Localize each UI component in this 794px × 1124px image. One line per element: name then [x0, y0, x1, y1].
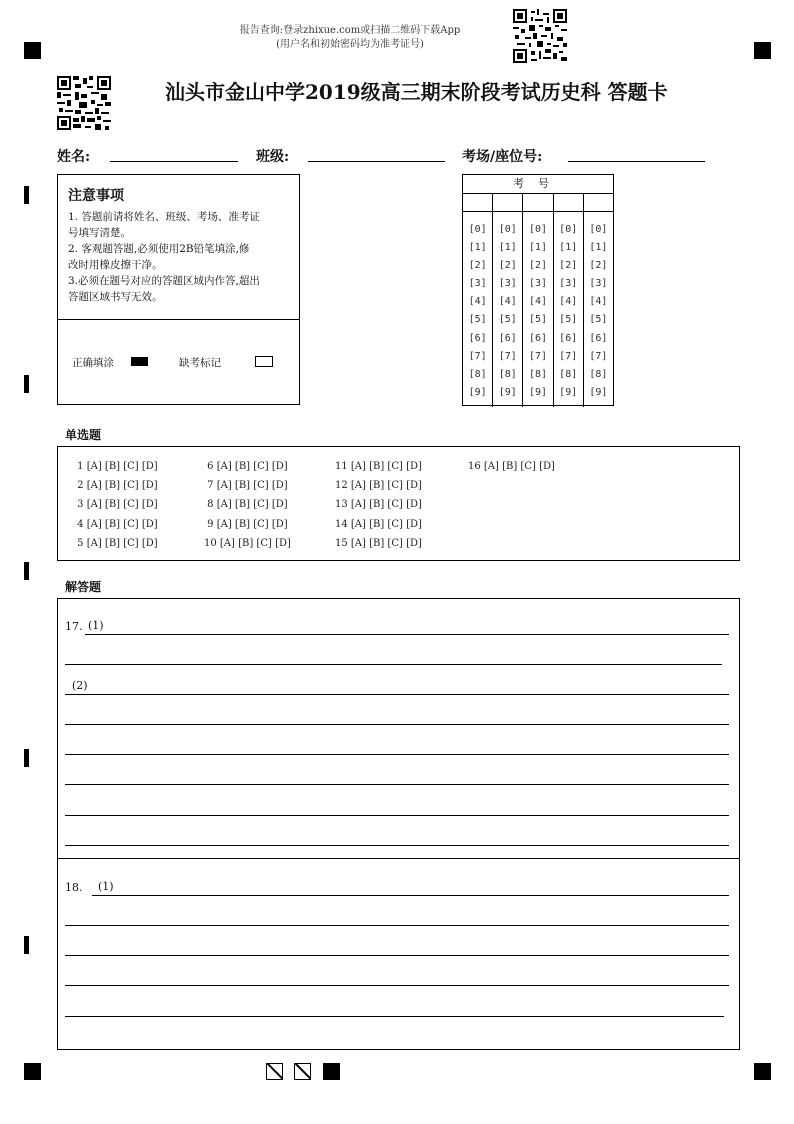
name-label: 姓名: — [57, 149, 91, 165]
choice-group-6-10[interactable]: 6 [A] [B] [C] [D] 7 [A] [B] [C] [D] 8 [A] [B] [C] [D] 9 [A] [B] [C] [D] 10 [A] [B] [C] [D] — [204, 461, 291, 549]
exam-digit-column[interactable] — [554, 193, 584, 407]
report-query-note — [200, 24, 500, 52]
answers-label: 解答题 — [65, 580, 102, 594]
exam-digit-option[interactable]: [4] — [468, 296, 487, 308]
exam-digit-column[interactable] — [463, 193, 493, 407]
answer-line[interactable] — [65, 784, 729, 785]
exam-digit-option[interactable]: [6] — [468, 332, 487, 344]
timing-mark — [24, 186, 29, 204]
exam-digit-option[interactable]: [6] — [589, 332, 608, 344]
seat-field[interactable] — [568, 161, 705, 162]
exam-digit-option[interactable]: [5] — [528, 314, 548, 326]
exam-digit-option[interactable]: [3] — [468, 278, 487, 290]
notice-box — [57, 174, 300, 405]
notice-line: 1. 答题前请将姓名、班级、考场、准考证 — [68, 211, 260, 223]
exam-digit-option[interactable]: [7] — [589, 350, 608, 362]
notice-title: 注意事项 — [68, 188, 124, 204]
single-choice-box — [57, 446, 740, 561]
answer-line[interactable] — [85, 634, 729, 635]
registration-mark-top-right — [754, 42, 771, 59]
notice-text — [68, 209, 293, 305]
notice-line: 答题区域书写无效。 — [68, 291, 163, 303]
exam-digit-option[interactable]: [2] — [528, 260, 548, 272]
single-choice-label: 单选题 — [65, 428, 102, 442]
name-field[interactable] — [110, 161, 238, 162]
exam-digit-option[interactable]: [2] — [559, 260, 578, 272]
registration-mark-bottom-left — [24, 1063, 41, 1080]
exam-digit-option[interactable]: [6] — [528, 332, 548, 344]
exam-digit-option[interactable]: [7] — [528, 350, 548, 362]
exam-digit-option[interactable]: [7] — [498, 350, 517, 362]
class-field[interactable] — [308, 161, 445, 162]
exam-digit-option[interactable]: [8] — [528, 368, 548, 380]
exam-digit-option[interactable]: [9] — [468, 386, 487, 398]
question-17-box — [57, 598, 740, 859]
answer-line[interactable] — [65, 925, 729, 926]
exam-digit-option[interactable]: [5] — [589, 314, 608, 326]
question-18-part-1: (1) — [98, 880, 114, 893]
answer-line[interactable] — [65, 724, 729, 725]
exam-digit-option[interactable]: [8] — [559, 368, 578, 380]
exam-digit-option[interactable]: [0] — [589, 224, 608, 235]
choice-group-11-15[interactable]: 11 [A] [B] [C] [D] 12 [A] [B] [C] [D] 13 [A] [B] [C] [D] 14 [A] [B] [C] [D] 15 [A] [B] [C] [D] — [335, 461, 422, 549]
answer-line[interactable] — [65, 1016, 724, 1017]
exam-digit-option[interactable]: [3] — [589, 278, 608, 290]
timing-mark — [24, 749, 29, 767]
exam-digit-options — [554, 221, 583, 402]
correct-fill-label: 正确填涂 — [72, 357, 114, 369]
exam-number-grid — [462, 174, 614, 406]
exam-digit-option[interactable]: [2] — [468, 260, 487, 272]
exam-digit-option[interactable]: [0] — [498, 224, 517, 235]
exam-digit-column[interactable] — [584, 193, 613, 407]
exam-digit-option[interactable]: [0] — [468, 224, 487, 235]
exam-digit-column[interactable] — [523, 193, 553, 407]
report-query-line1: 报告查询:登录zhixue.com或扫描二维码下载App — [239, 25, 461, 36]
choice-group-1-5[interactable]: 1 [A] [B] [C] [D] 2 [A] [B] [C] [D] 3 [A] [B] [C] [D] 4 [A] [B] [C] [D] 5 [A] [B] [C] [D] — [77, 461, 158, 549]
timing-mark — [24, 375, 29, 393]
exam-digit-option[interactable]: [4] — [559, 296, 578, 308]
question-18-number: 18. — [65, 881, 83, 894]
answer-line[interactable] — [65, 985, 729, 986]
footer-solid-mark — [323, 1063, 340, 1080]
footer-hatched-mark-1 — [266, 1063, 283, 1080]
exam-digit-option[interactable]: [2] — [589, 260, 608, 272]
exam-digit-option[interactable]: [4] — [589, 296, 608, 308]
exam-digit-option[interactable]: [8] — [498, 368, 517, 380]
exam-digit-option[interactable]: [1] — [498, 242, 517, 254]
exam-digit-option[interactable]: [9] — [559, 386, 578, 398]
exam-digit-option[interactable]: [0] — [528, 224, 548, 235]
question-17-part-1: (1) — [88, 619, 104, 632]
exam-digit-option[interactable]: [6] — [498, 332, 517, 344]
exam-digit-option[interactable]: [1] — [589, 242, 608, 254]
registration-mark-top-left — [24, 42, 41, 59]
question-17-number: 17. — [65, 620, 83, 633]
exam-digit-option[interactable]: [9] — [528, 386, 548, 398]
exam-digit-option[interactable]: [1] — [528, 242, 548, 254]
footer-hatched-mark-2 — [294, 1063, 311, 1080]
notice-line: 2. 客观题答题,必须使用2B铅笔填涂,修 — [68, 243, 250, 255]
exam-digit-options — [463, 221, 492, 402]
exam-digit-option[interactable]: [7] — [559, 350, 578, 362]
exam-digit-options — [493, 221, 522, 402]
exam-digit-option[interactable]: [3] — [528, 278, 548, 290]
exam-digit-option[interactable]: [6] — [559, 332, 578, 344]
timing-mark — [24, 936, 29, 954]
absent-mark-label: 缺考标记 — [179, 357, 221, 369]
choice-group-16[interactable]: 16 [A] [B] [C] [D] — [468, 461, 555, 472]
exam-digit-option[interactable]: [3] — [559, 278, 578, 290]
qr-code-icon — [513, 9, 567, 63]
exam-digit-options — [584, 221, 613, 402]
exam-digit-option[interactable]: [3] — [498, 278, 517, 290]
class-label: 班级: — [256, 149, 290, 165]
exam-digit-option[interactable]: [4] — [528, 296, 548, 308]
exam-digit-option[interactable]: [1] — [468, 242, 487, 254]
exam-digit-option[interactable]: [2] — [498, 260, 517, 272]
exam-digit-option[interactable]: [9] — [498, 386, 517, 398]
answer-line[interactable] — [92, 895, 729, 896]
answer-line[interactable] — [65, 955, 729, 956]
exam-digit-option[interactable]: [1] — [559, 242, 578, 254]
exam-digit-option[interactable]: [8] — [589, 368, 608, 380]
absent-mark-checkbox[interactable] — [255, 356, 273, 367]
exam-number-header: 考号 — [463, 175, 613, 194]
report-query-line2: (用户名和初始密码均为准考证号) — [276, 39, 424, 50]
exam-digit-option[interactable]: [4] — [498, 296, 517, 308]
exam-digit-option[interactable]: [9] — [589, 386, 608, 398]
qr-code-icon — [57, 76, 111, 130]
correct-fill-swatch — [131, 357, 148, 366]
notice-divider — [58, 319, 299, 320]
exam-digit-column[interactable] — [493, 193, 523, 407]
exam-number-columns — [463, 193, 613, 407]
answer-line[interactable] — [65, 694, 729, 695]
exam-digit-option[interactable]: [8] — [468, 368, 487, 380]
timing-mark — [24, 562, 29, 580]
registration-mark-bottom-right — [754, 1063, 771, 1080]
notice-line: 改时用橡皮擦干净。 — [68, 259, 163, 271]
seat-label: 考场/座位号: — [462, 149, 543, 165]
answer-line[interactable] — [65, 815, 729, 816]
exam-digit-option[interactable]: [0] — [559, 224, 578, 235]
exam-digit-options — [523, 221, 552, 402]
exam-digit-option[interactable]: [5] — [559, 314, 578, 326]
answer-line[interactable] — [65, 754, 729, 755]
answer-line[interactable] — [65, 845, 729, 846]
exam-digit-option[interactable]: [5] — [468, 314, 487, 326]
question-17-part-2: (2) — [72, 679, 88, 692]
exam-digit-option[interactable]: [7] — [468, 350, 487, 362]
notice-line: 3.必须在题号对应的答题区域内作答,超出 — [68, 275, 260, 287]
exam-digit-option[interactable]: [5] — [498, 314, 517, 326]
question-18-box — [57, 858, 740, 1050]
notice-line: 号填写清楚。 — [68, 227, 131, 239]
answer-line[interactable] — [65, 664, 722, 665]
page-title: 汕头市金山中学2019级高三期末阶段考试历史科 答题卡 — [165, 80, 668, 104]
